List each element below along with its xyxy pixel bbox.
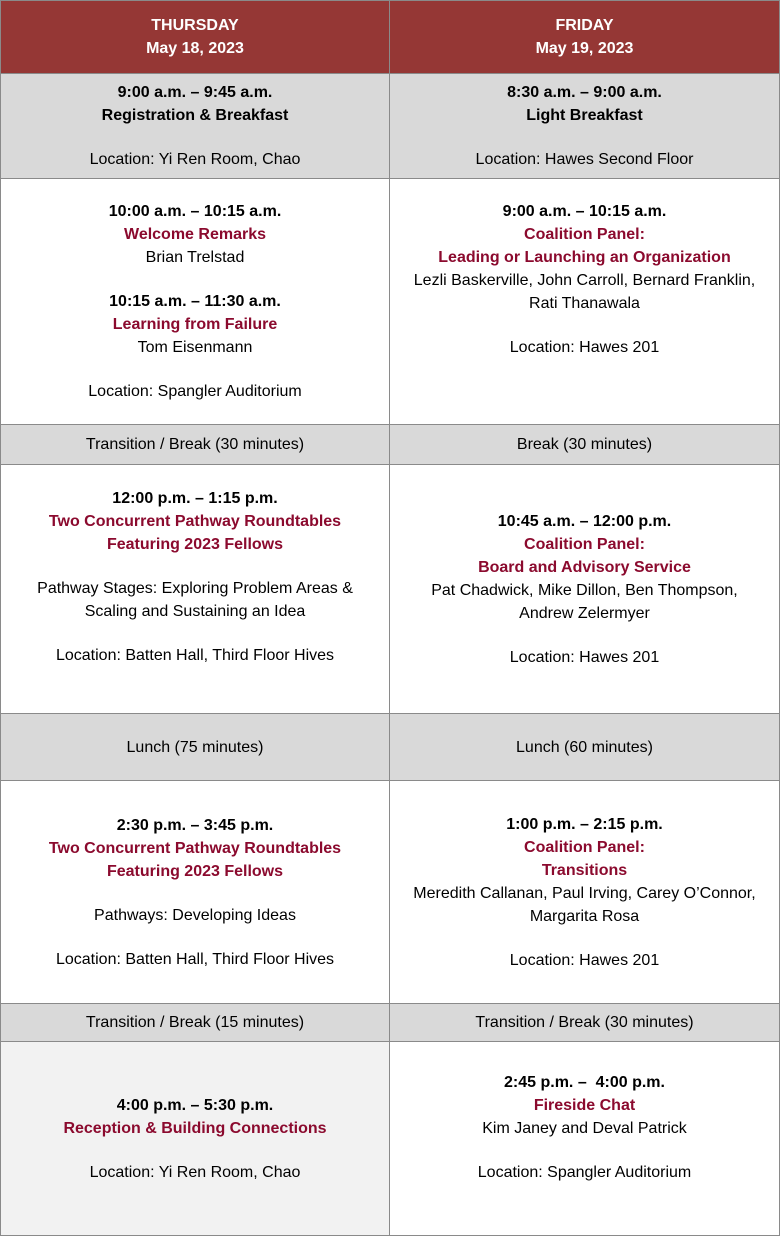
session-title: Transitions bbox=[541, 861, 628, 879]
session-speaker: Tom Eisenmann bbox=[137, 339, 253, 356]
session-title: Featuring 2023 Fellows bbox=[106, 536, 284, 553]
session-coalition-transitions bbox=[390, 781, 780, 1004]
lunch-friday: Lunch (60 minutes) bbox=[390, 714, 780, 781]
session-speakers: Meredith Callanan, Paul Irving, Carey O’Connor, bbox=[413, 884, 756, 902]
session-time: 10:15 a.m. – 11:30 a.m. bbox=[109, 293, 281, 310]
header-friday bbox=[390, 1, 780, 74]
break-friday-afternoon: Transition / Break (30 minutes) bbox=[390, 1004, 780, 1042]
session-title: Registration & Breakfast bbox=[101, 107, 289, 124]
session-title: Welcome Remarks bbox=[124, 226, 266, 243]
session-coalition-board bbox=[390, 465, 780, 714]
session-title: Light Breakfast bbox=[526, 107, 643, 124]
date-label: May 19, 2023 bbox=[535, 40, 634, 57]
session-location: Location: Hawes 201 bbox=[509, 951, 660, 969]
session-speaker: Brian Trelstad bbox=[145, 249, 245, 266]
session-title: Reception & Building Connections bbox=[63, 1119, 327, 1137]
break-thursday: Transition / Break (30 minutes) bbox=[1, 425, 390, 465]
date-label: May 18, 2023 bbox=[146, 40, 244, 57]
day-label: FRIDAY bbox=[555, 17, 614, 34]
session-time: 2:30 p.m. – 3:45 p.m. bbox=[116, 816, 274, 834]
session-title: Coalition Panel: bbox=[524, 226, 645, 243]
session-fireside-chat bbox=[390, 1042, 780, 1236]
header-thursday bbox=[1, 1, 390, 74]
session-speakers: Andrew Zelermyer bbox=[519, 605, 650, 622]
session-time: 10:00 a.m. – 10:15 a.m. bbox=[108, 203, 282, 220]
session-location: Location: Batten Hall, Third Floor Hives bbox=[55, 647, 335, 664]
session-time: 9:00 a.m. – 10:15 a.m. bbox=[502, 203, 667, 220]
session-title: Learning from Failure bbox=[112, 316, 278, 333]
session-location: Location: Spangler Auditorium bbox=[477, 1164, 692, 1181]
session-reception bbox=[1, 1042, 390, 1236]
session-time: 2:45 p.m. – 4:00 p.m. bbox=[504, 1074, 665, 1091]
break-friday: Break (30 minutes) bbox=[390, 425, 780, 465]
session-location: Location: Hawes 201 bbox=[509, 649, 660, 666]
session-speakers: Kim Janey and Deval Patrick bbox=[482, 1120, 687, 1137]
session-light-breakfast bbox=[390, 74, 780, 179]
session-time: 1:00 p.m. – 2:15 p.m. bbox=[506, 815, 663, 833]
session-welcome-and-failure bbox=[1, 179, 390, 425]
session-title: Coalition Panel: bbox=[524, 536, 645, 553]
session-time: 12:00 p.m. – 1:15 p.m. bbox=[112, 490, 278, 507]
session-time: 4:00 p.m. – 5:30 p.m. bbox=[116, 1096, 274, 1114]
session-registration bbox=[1, 74, 390, 179]
session-title: Coalition Panel: bbox=[524, 838, 645, 856]
session-description: Pathways: Developing Ideas bbox=[94, 906, 296, 924]
session-pathway-roundtables-1 bbox=[1, 465, 390, 714]
session-title: Two Concurrent Pathway Roundtables bbox=[48, 513, 342, 530]
session-description: Scaling and Sustaining an Idea bbox=[84, 603, 306, 620]
session-title: Leading or Launching an Organization bbox=[438, 249, 731, 266]
session-coalition-leading bbox=[390, 179, 780, 425]
session-speakers: Rati Thanawala bbox=[529, 295, 640, 312]
session-location: Location: Batten Hall, Third Floor Hives bbox=[55, 950, 335, 968]
session-time: 10:45 a.m. – 12:00 p.m. bbox=[497, 513, 672, 530]
lunch-thursday: Lunch (75 minutes) bbox=[1, 714, 390, 781]
session-location: Location: Spangler Auditorium bbox=[88, 383, 302, 400]
session-speakers: Pat Chadwick, Mike Dillon, Ben Thompson, bbox=[431, 582, 738, 599]
session-title: Two Concurrent Pathway Roundtables bbox=[48, 839, 342, 857]
session-location: Location: Yi Ren Room, Chao bbox=[89, 1163, 301, 1181]
session-time: 8:30 a.m. – 9:00 a.m. bbox=[507, 84, 662, 101]
session-location: Location: Yi Ren Room, Chao bbox=[89, 151, 301, 168]
break-thursday-afternoon: Transition / Break (15 minutes) bbox=[1, 1004, 390, 1042]
session-description: Pathway Stages: Exploring Problem Areas & bbox=[37, 580, 353, 597]
session-title: Fireside Chat bbox=[533, 1097, 636, 1114]
session-title: Featuring 2023 Fellows bbox=[106, 862, 284, 880]
session-speakers: Margarita Rosa bbox=[529, 907, 640, 925]
session-location: Location: Hawes Second Floor bbox=[475, 151, 694, 168]
session-speakers: Lezli Baskerville, John Carroll, Bernard Franklin, bbox=[413, 272, 756, 289]
day-label: THURSDAY bbox=[151, 17, 239, 34]
session-pathway-roundtables-2 bbox=[1, 781, 390, 1004]
session-time: 9:00 a.m. – 9:45 a.m. bbox=[117, 84, 273, 101]
session-title: Board and Advisory Service bbox=[478, 559, 691, 576]
session-location: Location: Hawes 201 bbox=[509, 339, 660, 356]
